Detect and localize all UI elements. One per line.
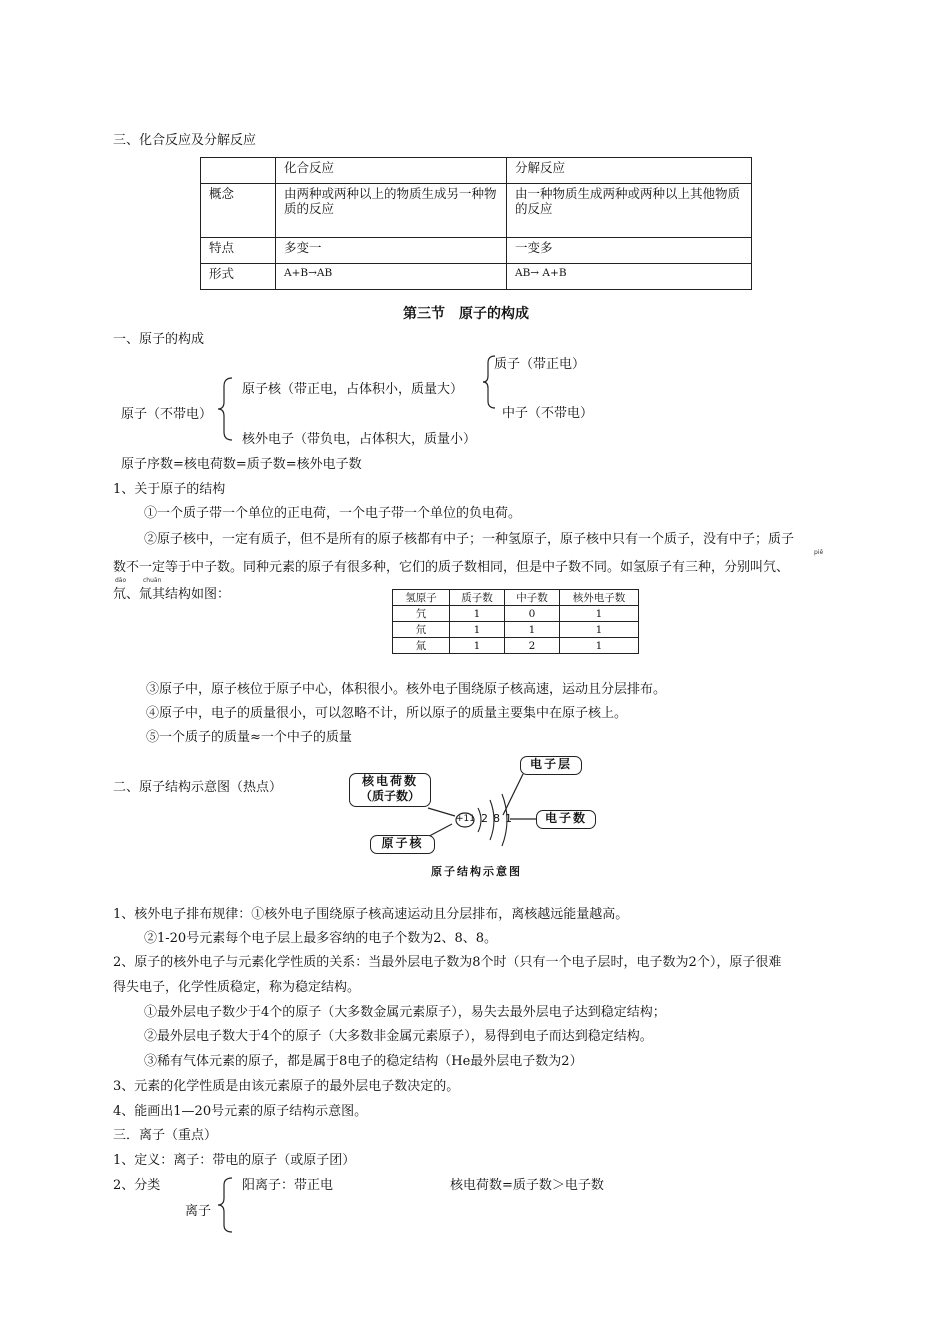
label-nuclear-charge-line2: （质子数） — [359, 789, 420, 803]
table-row — [393, 622, 639, 638]
shell-3-count: 1 — [505, 812, 512, 825]
isotope-cell: 2 — [505, 638, 560, 654]
section-heading-ions: 三．离子（重点） — [113, 1128, 218, 1143]
point-2-line3: 氘、氚其结构如图： — [113, 587, 231, 602]
ion-definition: 1、定义：离子：带电的原子（或原子团） — [113, 1153, 356, 1168]
point-5: ⑤一个质子的质量≈一个中子的质量 — [146, 730, 352, 745]
isotope-table — [392, 589, 639, 654]
isotope-cell: 1 — [450, 638, 505, 654]
brace-atom — [216, 376, 236, 442]
ion-classify-label: 2、分类 — [113, 1178, 161, 1193]
isotope-cell: 氕 — [393, 606, 450, 622]
reaction-table — [200, 157, 752, 290]
cell-combination-concept: 由两种或两种以上的物质生成另一种物质的反应 — [276, 184, 507, 238]
tree-electron: 核外电子（带负电，占体积大，质量小） — [242, 432, 477, 447]
point-2-line2: 数不一定等于中子数。同种元素的原子有很多种，它们的质子数相同，但是中子数不同。如氢原子有三种，分别叫氕、 — [113, 560, 790, 575]
label-electron-count: 电子数 — [536, 810, 596, 829]
isotope-header: 核外电子数 — [560, 590, 639, 606]
rule-4: 4、能画出1—20号元素的原子结构示意图。 — [113, 1104, 368, 1119]
cell-decomposition-form: AB→ A+B — [507, 264, 752, 290]
table-header-combination: 化合反应 — [276, 158, 507, 184]
point-1: ①一个质子带一个单位的正电荷，一个电子带一个单位的负电荷。 — [144, 506, 522, 521]
section-heading-atom-structure: 一、原子的构成 — [113, 332, 205, 347]
point-3: ③原子中，原子核位于原子中心，体积很小。核外电子围绕原子核高速，运动且分层排布。 — [146, 682, 667, 697]
label-electron-shell: 电子层 — [520, 756, 582, 775]
rule-2b: ②最外层电子数大于4个的原子（大多数非金属元素原子），易得到电子而达到稳定结构。 — [144, 1029, 653, 1044]
shell-2-count: 8 — [493, 812, 500, 825]
table-header-empty — [201, 158, 276, 184]
tree-proton: 质子（带正电） — [494, 357, 586, 372]
table-row — [393, 606, 639, 622]
diagram-caption: 原子结构示意图 — [431, 865, 522, 878]
rule-2a: ①最外层电子数少于4个的原子（大多数金属元素原子），易失去最外层电子达到稳定结构； — [144, 1005, 666, 1020]
isotope-cell: 1 — [560, 638, 639, 654]
rule-1b: ②1-20号元素每个电子层上最多容纳的电子个数为2、8、8。 — [144, 931, 498, 946]
row-label-feature: 特点 — [201, 238, 276, 264]
rule-2-line1: 2、原子的核外电子与元素化学性质的关系：当最外层电子数为8个时（只有一个电子层时，电子数为2个），原子很难 — [113, 955, 782, 970]
tree-atom-root: 原子（不带电） — [121, 407, 213, 422]
cell-combination-form: A+B→AB — [276, 264, 507, 290]
point-2-line1: ②原子核中，一定有质子，但不是所有的原子核都有中子；一种氢原子，原子核中只有一个质子，没有中子；质子 — [144, 532, 795, 547]
isotope-header: 氢原子 — [393, 590, 450, 606]
shell-1-count: 2 — [481, 812, 488, 825]
rule-2c: ③稀有气体元素的原子，都是属于8电子的稳定结构（He最外层电子数为2） — [144, 1054, 583, 1069]
cell-combination-feature: 多变一 — [276, 238, 507, 264]
pinyin-dao: dāo — [115, 577, 127, 584]
label-nuclear-charge — [349, 773, 431, 807]
cell-decomposition-concept: 由一种物质生成两种或两种以上其他物质的反应 — [507, 184, 752, 238]
tree-neutron: 中子（不带电） — [502, 406, 594, 421]
subheading-atom-structure: 1、关于原子的结构 — [113, 482, 226, 497]
isotope-cell: 1 — [450, 606, 505, 622]
nucleus-charge: +11 — [456, 814, 475, 824]
isotope-cell: 氚 — [393, 638, 450, 654]
label-nucleus: 原子核 — [370, 835, 435, 854]
point-4: ④原子中，电子的质量很小，可以忽略不计，所以原子的质量主要集中在原子核上。 — [146, 706, 628, 721]
cation-label: 阳离子：带正电 — [242, 1178, 334, 1193]
tree-nucleus: 原子核（带正电，占体积小，质量大） — [242, 382, 464, 397]
brace-ion — [216, 1176, 236, 1234]
cation-relation: 核电荷数=质子数＞电子数 — [450, 1178, 604, 1193]
table-header-decomposition: 分解反应 — [507, 158, 752, 184]
isotope-cell: 1 — [560, 606, 639, 622]
row-label-form: 形式 — [201, 264, 276, 290]
isotope-cell: 1 — [450, 622, 505, 638]
rule-3: 3、元素的化学性质是由该元素原子的最外层电子数决定的。 — [113, 1079, 460, 1094]
chapter-title: 第三节 原子的构成 — [403, 306, 529, 322]
table-row — [393, 638, 639, 654]
isotope-cell: 氘 — [393, 622, 450, 638]
rule-2-line2: 得失电子，化学性质稳定，称为稳定结构。 — [113, 980, 361, 995]
isotope-header: 中子数 — [505, 590, 560, 606]
row-label-concept: 概念 — [201, 184, 276, 238]
brace-nucleus — [481, 354, 499, 410]
isotope-header: 质子数 — [450, 590, 505, 606]
cell-decomposition-feature: 一变多 — [507, 238, 752, 264]
isotope-cell: 1 — [505, 622, 560, 638]
rule-1: 1、核外电子排布规律：①核外电子围绕原子核高速运动且分层排布，离核越远能量越高。 — [113, 907, 629, 922]
isotope-cell: 0 — [505, 606, 560, 622]
atomic-number-equation: 原子序数=核电荷数=质子数=核外电子数 — [121, 457, 362, 472]
pinyin-chuan: chuān — [143, 577, 162, 584]
ion-label: 离子 — [185, 1204, 212, 1219]
section-heading-diagram: 二、原子结构示意图（热点） — [113, 780, 283, 795]
isotope-cell: 1 — [560, 622, 639, 638]
section-heading-reactions: 三、化合反应及分解反应 — [113, 133, 257, 148]
label-nuclear-charge-line1: 核电荷数 — [361, 774, 418, 788]
pinyin-pie: piē — [814, 549, 824, 556]
